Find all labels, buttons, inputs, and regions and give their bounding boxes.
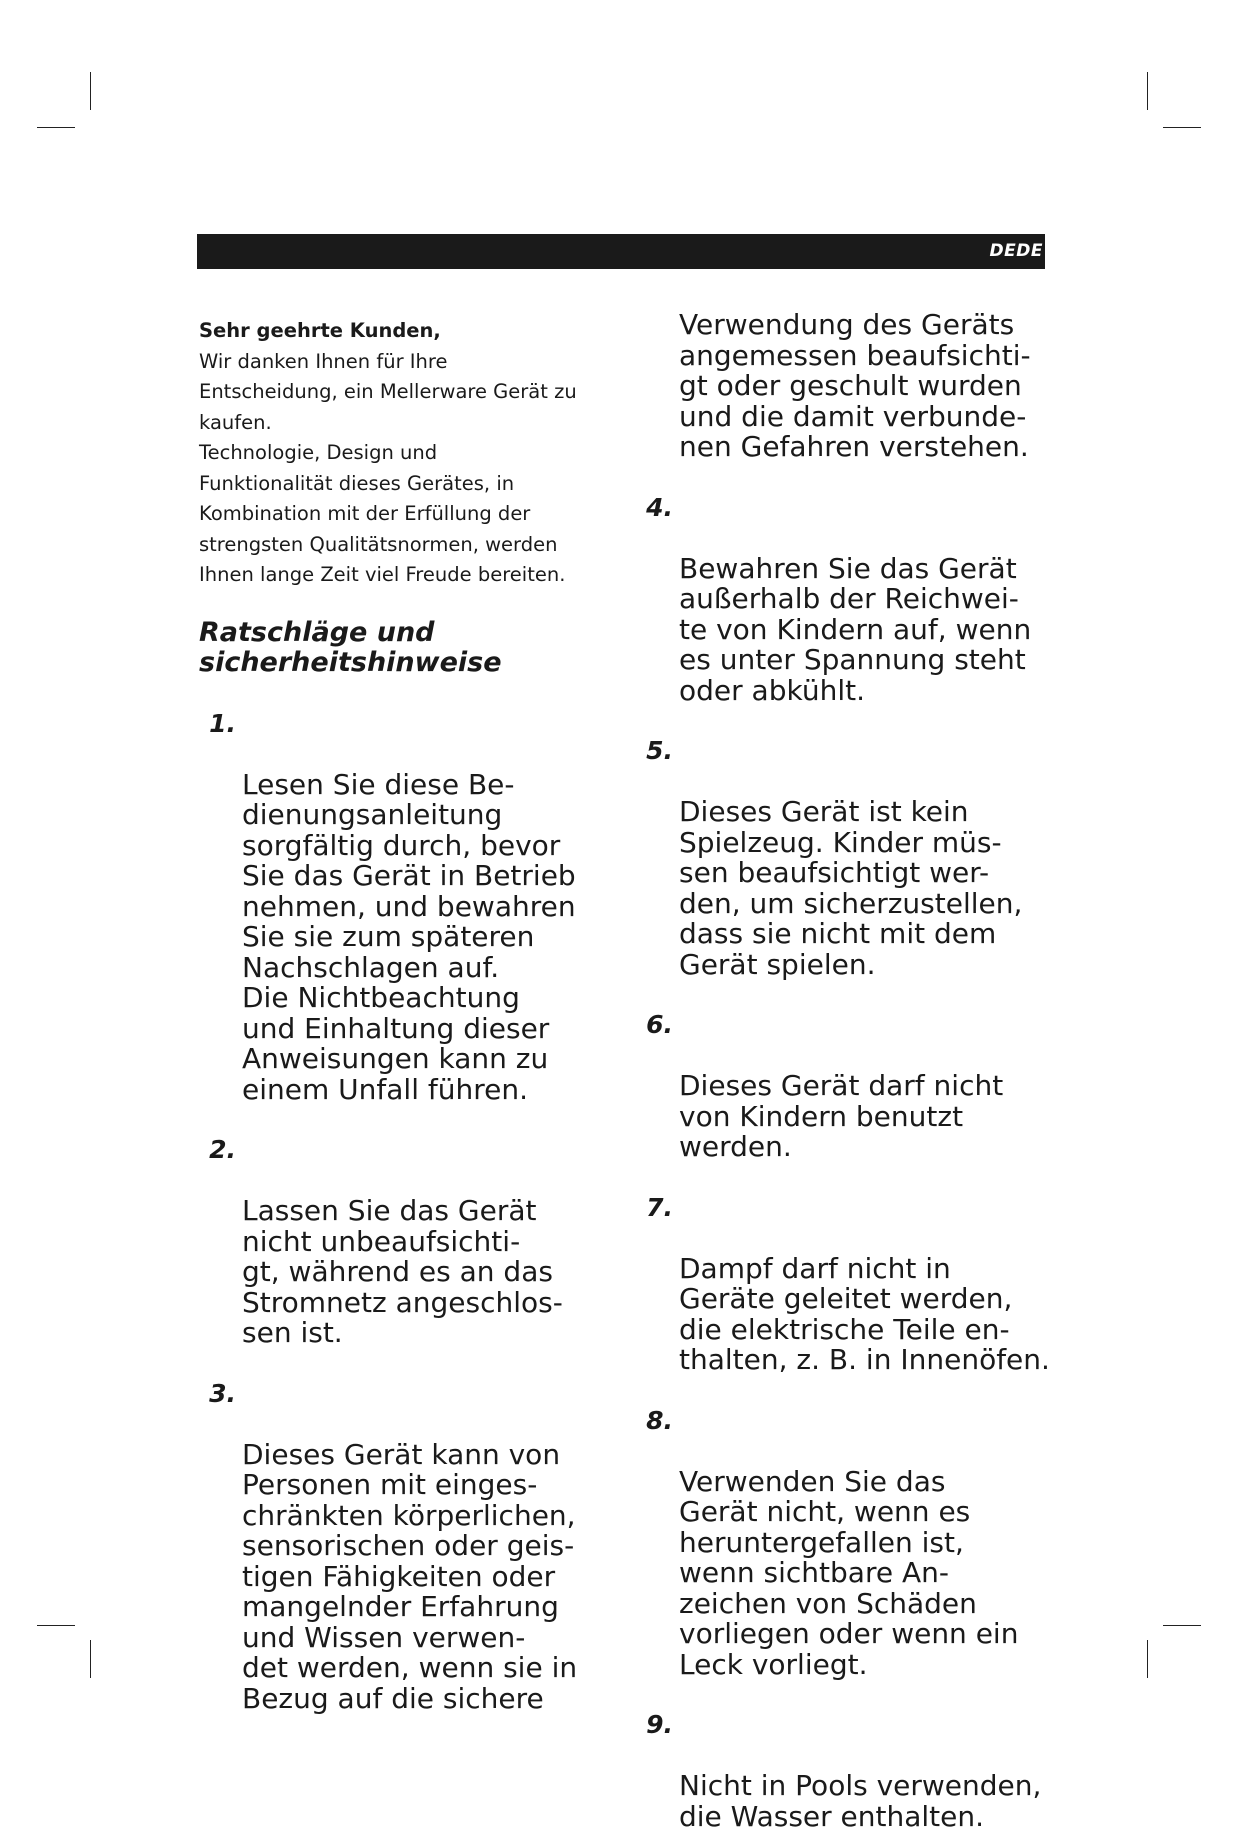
item-continuation: Verwendung des Geräts angemessen beaufsichti- gt oder geschult wurden und die damit verbunde- nen Gefahren verstehen. bbox=[679, 308, 1031, 463]
intro-text: Wir danken Ihnen für Ihre Entscheidung, ein Mellerware Gerät zu kaufen. Technologie, Design und Funktionalität dieses Gerätes, in Kombination mit der Erfüllung der strengsten Qualitätsnormen, werden Ihnen lange Zeit viel Freude bereiten. bbox=[199, 349, 577, 586]
item-text: Nicht in Pools verwenden, die Wasser enthalten. bbox=[679, 1769, 1042, 1833]
left-column bbox=[199, 316, 619, 1714]
list-item bbox=[643, 1406, 1053, 1681]
greeting: Sehr geehrte Kunden, bbox=[199, 319, 441, 342]
crop-mark bbox=[1147, 1640, 1148, 1678]
item-number: 6. bbox=[646, 1010, 673, 1039]
list-item bbox=[199, 1379, 619, 1715]
item-number: 8. bbox=[646, 1405, 673, 1435]
section-title: Ratschläge und sicherheitshinweise bbox=[199, 616, 502, 678]
item-text: Dampf darf nicht in Geräte geleitet werden, die elektrische Teile en- thalten, z. B. in Innenöfen. bbox=[679, 1251, 1050, 1376]
item-text: Lassen Sie das Gerät nicht unbeaufsichti- gt, während es an das Stromnetz angeschlos- sen ist. bbox=[242, 1194, 563, 1349]
item-text: Verwenden Sie das Gerät nicht, wenn es heruntergefallen ist, wenn sichtbare An- zeichen von Schäden vorliegen oder wenn ein Leck vorliegt. bbox=[679, 1464, 1019, 1681]
list-item bbox=[643, 1193, 1053, 1376]
crop-mark bbox=[1147, 72, 1148, 110]
item-text: Dieses Gerät ist kein Spielzeug. Kinder müs- sen beaufsichtigt wer- den, um sicherzustellen, dass sie nicht mit dem Gerät spielen. bbox=[679, 795, 1023, 981]
item-text: Lesen Sie diese Be- dienungsanleitung sorgfältig durch, bevor Sie das Gerät in Betrieb nehmen, und bewahren Sie sie zum späteren Nachschlagen auf. Die Nichtbeachtung und Einhaltung dieser Anweisungen kann zu einem Unfall führen. bbox=[242, 767, 576, 1106]
item-text: Dieses Gerät kann von Personen mit einges- chränkten körperlichen, sensorischen oder geis- tigen Fähigkeiten oder mangelnder Erfahrung und Wissen verwen- det werden, wenn sie in Bezug auf die sichere bbox=[242, 1437, 578, 1715]
safety-list bbox=[199, 709, 619, 1715]
crop-mark bbox=[90, 72, 91, 110]
crop-mark bbox=[1163, 1625, 1201, 1626]
item-number: 5. bbox=[646, 736, 673, 765]
item-number: 7. bbox=[646, 1192, 673, 1222]
list-item bbox=[643, 736, 1053, 980]
crop-mark bbox=[1163, 127, 1201, 128]
crop-mark bbox=[37, 127, 75, 128]
item-number: 9. bbox=[646, 1710, 673, 1739]
right-column bbox=[643, 310, 1053, 1832]
language-code: DEDE bbox=[989, 241, 1043, 261]
list-item bbox=[643, 1010, 1053, 1163]
item-text: Bewahren Sie das Gerät außerhalb der Reichwei- te von Kindern auf, wenn es unter Spannung steht oder abkühlt. bbox=[679, 551, 1032, 707]
header-bar bbox=[197, 234, 1045, 269]
crop-mark bbox=[37, 1625, 75, 1626]
item-number: 1. bbox=[209, 708, 236, 738]
item-number: 3. bbox=[209, 1378, 236, 1408]
list-item bbox=[643, 493, 1053, 707]
item-number: 4. bbox=[646, 492, 673, 522]
list-item bbox=[199, 1135, 619, 1349]
crop-mark bbox=[90, 1640, 91, 1678]
list-item bbox=[199, 709, 619, 1106]
item-number: 2. bbox=[209, 1135, 236, 1164]
list-item bbox=[643, 1710, 1053, 1832]
item-text: Dieses Gerät darf nicht von Kindern benutzt werden. bbox=[679, 1069, 1004, 1163]
